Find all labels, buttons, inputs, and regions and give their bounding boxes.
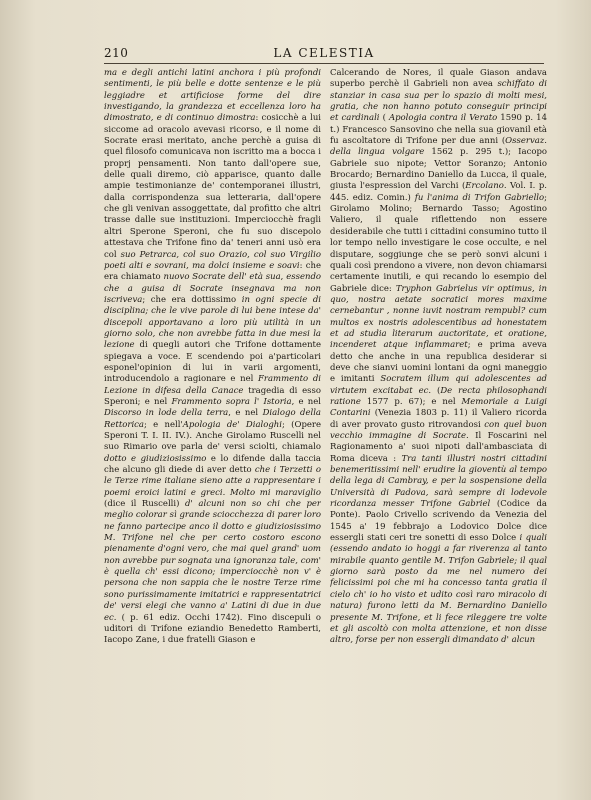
text-segment: ( p. 61 ediz. Occhi 1742). Fino discepuli o uditori di Trifone eziandio Benedetto Ramberti, Iacopo Zane, i due fratelli Giason e — [104, 612, 321, 646]
text-segment: : cosicchè a lui siccome ad oracolo avevasi ricorso, e il nome di Socrate erasi meritato, anche perchè a guisa di quel filosofo comunicava non iscritto ma a bocca i proprj pensamenti. Non tanto dall'opere sue, delle quali diremo, ciò apparisce, quanto dalle ampie testimonianze de' contemporanei illustri, dalla corrispondenza sua letteraria, dall'opere che gli venivan assoggettate, dal profitto che altri trasse dalle sue instituzioni. Imperciocchè fragli altri Sperone Speroni, che fu suo discepolo attestava che Trifone fino da' teneri anni usò era col — [104, 113, 321, 260]
italic-text-segment: i quali (essendo andato io hoggi a far riverenza al tanto mirabile quanto gentile M. Trifon Gabriele; il qual giorno sarà posto da me nel numero dei felicissimi poi che mi ha concesso tanta gratia il cielo ch' io ho visto et udito così raro miracolo di natura) furono letti da M. Bernardino Daniello presente M. Trifone, et li fece rileggere tre volte et gli ascoltò con molta attenzione, et non disse altro, forse per non essergli dimandato d' alcun — [330, 533, 547, 646]
italic-text-segment: Ercolano — [465, 181, 504, 192]
italic-text-segment: d' alcuni non so chi che per meglio colorar sì grande sciocchezza di parer loro ne fanno partecipe anco il dotto e giudiziosissimo M. Trifone nel che per certo costoro escono pienamente d'ogni vero, che mai quel grand' uom non avrebbe pur sognata una ignoranza tale, com' è quella ch' essi dicono; imperciocchè non v' è persona che non sappia che le nostre Terze rime sono purissimamente imitatrici e rappresentatrici de' versi elegi che vanno a' Latini di due in due ec. — [104, 499, 321, 623]
text-segment: (dice il Ruscelli) — [104, 499, 186, 510]
italic-text-segment: Discorso in lode della terra — [104, 408, 229, 419]
text-segment: ; e nell' — [144, 419, 183, 430]
italic-text-segment: Tryphon Gabrielus vir optimus, in quo, nostra aetate socratici mores maxime cernebantur , nonne iuvit nostram rempubl? cum multos ex nostris adolescentibus ad honestatem et ad studia literarum auctoritate, et oratione, incenderet atque inflammaret — [330, 283, 547, 351]
page-header — [104, 46, 544, 62]
left-column-text — [104, 68, 321, 647]
text-segment: ; che era dottissimo — [142, 294, 242, 305]
left-column — [104, 68, 321, 788]
italic-text-segment: Apologia contra il Verato — [388, 113, 498, 124]
italic-text-segment: in ogni specie di disciplina; che le vive parole di lui bene intese da' discepoli apportavano a loro più utilità in un giorno solo, che non avrebbe fatta in due mesi la lezione — [104, 294, 321, 351]
text-segment: tragedia di esso Speroni; e nel — [104, 385, 321, 407]
italic-text-segment: schiffato di stanziar in casa sua per lo spazio di molti mesi, gratia, che non hanno potuto conseguir principi et cardinali — [330, 79, 547, 124]
italic-text-segment: con quel buon vecchio immagine di Socrate — [330, 419, 547, 441]
text-segment: . Il Foscarini nel Ragionamento a' suoi nipoti dall'ambasciata di Roma diceva : — [330, 431, 547, 464]
italic-text-segment: essendo che a guisa di Socrate insegnava ma non iscriveva — [104, 272, 321, 305]
text-segment: : che era chiamato — [104, 260, 321, 283]
text-segment: e lo difende dalla taccia che alcuno gli diede di aver detto — [104, 453, 321, 476]
right-column — [330, 68, 547, 788]
italic-text-segment: De recta philosophandi ratione — [330, 385, 547, 407]
italic-text-segment: suo Petrarca, col suo Orazio, col suo Virgilio poeti alti e sovrani, ma dolci insieme e soavi — [104, 249, 321, 271]
italic-text-segment: nuovo Socrate dell' età sua — [163, 272, 281, 283]
text-segment: (Codice da Ponte). Paolo Crivello scrivendo da Venezia del 1545 a' 19 febbrajo a Lodovico Dolce dice essergli stati ceri tre sonetti di esso Dolce — [330, 499, 547, 544]
text-segment: , — [280, 272, 287, 283]
right-column-text — [330, 68, 547, 647]
text-segment: 1577 p. 67); e nel — [360, 396, 462, 407]
text-segment: . Vol. I. p. 445. ediz. Comin.) — [330, 181, 547, 203]
text-segment: ( — [379, 113, 389, 124]
italic-text-segment: Apologia de' Dialoghi — [182, 419, 282, 430]
italic-text-segment: fu l'anima di Trifon Gabriello — [414, 192, 545, 203]
text-segment: di quegli autori che Trifone dottamente spiegava a voce. E scendendo poi a'particolari esponel'opinion di lui in varii argomenti, introducendolo a ragionare e nel — [104, 340, 321, 385]
italic-text-segment: ma e degli antichi latini anchora i più profondi sentimenti, le più belle e dotte sentenze e le più leggiadre et artificiose forme del dire investigando, la grandezza et eccellenza loro ha dimostrato, e di continuo dimostra — [104, 68, 321, 124]
text-segment: ( — [431, 385, 441, 396]
italic-text-segment: Socratem illum qui adolescentes ad virtutem excitabat ec. — [330, 374, 547, 396]
text-segment: ; e prima aveva detto che anche in una republica desiderar si deve che sianvi uomini lontani da ogni maneggio e imitanti — [330, 340, 547, 385]
page-number: 210 — [104, 46, 129, 60]
italic-text-segment: Frammento sopra l' Istoria — [171, 396, 292, 407]
italic-text-segment: Tra tanti illustri nostri cittadini benemeritissimi nell' erudire la gioventù al tempo della lega di Cambray, e per la sospensione della Università di Padova, sarà sempre di lodevole ricordanza messer Trifone Gabriel — [330, 453, 547, 510]
text-segment: (Venezia 1803 p. 11) il Valiero ricorda di aver provato gusto ritrovandosi — [330, 408, 547, 430]
text-segment: , e nel — [228, 408, 263, 419]
italic-text-segment: Dialogo della Rettorica — [104, 408, 321, 430]
text-segment: Calcerando de Nores, il quale Giason andava superbo perchè il Gabrieli non avea — [330, 68, 547, 90]
header-rule — [104, 63, 544, 64]
italic-text-segment: Memoriale a Luigi Contarini — [330, 396, 547, 419]
italic-text-segment: dotto e giudiziosissimo — [104, 453, 207, 464]
text-segment: ; Girolamo Molino; Bernardo Tasso; Agostino Valiero, il quale riflettendo non essere desiderabile che tutti i cittadini consumino tutto il lor tempo nello investigare le cose occulte, e nel disputare, soggiunge che se però sonvi alcuni i quali così prendono a vivere, non devon chiamarsi certamente inutili, e qui recando lo esempio del Gabriele dice: — [330, 192, 547, 294]
text-segment: 1590 p. 14 t.) Francesco Sansovino che nella sua giovanil età fu ascoltatore di Trifone per due anni ( — [330, 113, 547, 147]
text-segment: 1562 p. 295 t.); Iacopo Gabriele suo nipote; Vettor Soranzo; Antonio Brocardo; Bernardino Daniello da Lucca, il quale, giusta l'espression del Varchi ( — [330, 147, 547, 192]
italic-text-segment: Frammento di Lezione in difesa della Canace — [104, 374, 321, 396]
italic-text-segment: che i Terzetti o le Terze rime italiane sieno atte a rappresentare i poemi eroici latini e greci. Molto mi maraviglio — [104, 465, 321, 498]
text-segment: ; (Opere Speroni T. I. II. IV.). Anche Girolamo Ruscelli nel suo Rimario ove parla de' versi sciolti, chiamalo — [104, 419, 321, 453]
text-segment: , e nel — [291, 396, 321, 407]
italic-text-segment: Osservaz. della lingua volgare — [330, 136, 547, 158]
running-title: LA CELESTIA — [273, 46, 375, 60]
